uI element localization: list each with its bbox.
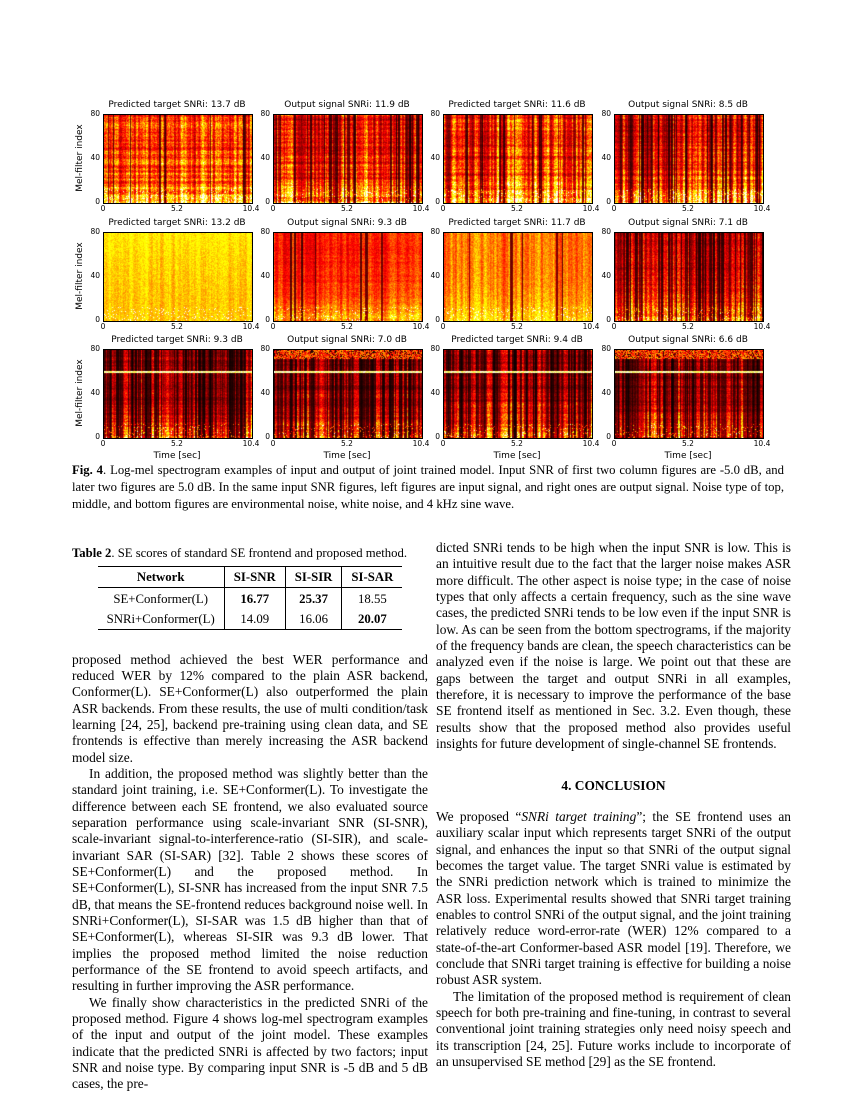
y-tick: 40 bbox=[260, 388, 270, 397]
spectrogram-image bbox=[614, 349, 764, 439]
x-tick: 0 bbox=[611, 439, 617, 448]
cell-si-snr: 14.09 bbox=[224, 609, 285, 629]
spectrogram-panel bbox=[421, 96, 611, 214]
panel-title: Output signal SNRi: 9.3 dB bbox=[287, 218, 407, 228]
y-tick: 80 bbox=[430, 344, 440, 353]
x-tick: 0 bbox=[270, 439, 276, 448]
x-tick: 10.4 bbox=[582, 322, 600, 331]
y-axis-label-text: Mel-filter index bbox=[75, 242, 85, 310]
spectrogram-image bbox=[273, 232, 423, 322]
x-tick: 0 bbox=[100, 204, 106, 213]
x-axis-label: Time [sec] bbox=[153, 451, 201, 461]
y-tick: 40 bbox=[260, 153, 270, 162]
spectrogram-panel bbox=[251, 331, 441, 461]
y-tick: 40 bbox=[90, 388, 100, 397]
cell-si-sir: 16.06 bbox=[285, 609, 342, 629]
x-tick: 5.2 bbox=[341, 204, 353, 213]
x-tick: 10.4 bbox=[242, 204, 260, 213]
y-tick: 0 bbox=[606, 315, 611, 324]
spectrogram-panel bbox=[592, 214, 782, 332]
panel-title: Predicted target SNRi: 11.6 dB bbox=[448, 100, 586, 110]
figure-caption-label: Fig. 4 bbox=[72, 463, 104, 477]
spectrogram-image bbox=[443, 114, 593, 204]
panel-title: Predicted target SNRi: 11.7 dB bbox=[448, 218, 586, 228]
x-tick: 0 bbox=[100, 439, 106, 448]
header-cell-network: Network bbox=[98, 567, 225, 588]
y-tick: 0 bbox=[265, 197, 270, 206]
x-tick: 0 bbox=[270, 204, 276, 213]
y-tick: 80 bbox=[260, 109, 270, 118]
conclusion-text-post: ”; the SE frontend uses an auxiliary scalar input which represents target SNRi of the output signal, and enhances the input so that SNRi of the output signal becomes the target value. The target SNRi value is estimated by the SNRi prediction network which is trained to minimize the ASR loss. Experimental results showed that SNRi target training enables to control SNRi of the output signal, and the joint training relatively reduce word-error-rate (WER) 12% compared to a state-of-the-art Conformer-based ASR model [19]. Therefore, we conclude that SNRi target training is effective for building a noise robust ASR system. bbox=[436, 808, 791, 988]
panel-title: Predicted target SNRi: 9.4 dB bbox=[451, 335, 583, 345]
panel-title: Predicted target SNRi: 13.7 dB bbox=[108, 100, 246, 110]
y-tick: 0 bbox=[95, 315, 100, 324]
x-tick: 10.4 bbox=[753, 204, 771, 213]
y-axis-label-text: Mel-filter index bbox=[75, 359, 85, 427]
y-tick: 40 bbox=[430, 388, 440, 397]
left-column bbox=[72, 545, 428, 1093]
y-tick: 40 bbox=[601, 153, 611, 162]
table-row bbox=[98, 609, 403, 629]
cell-si-sar: 20.07 bbox=[342, 609, 402, 629]
panel-title: Output signal SNRi: 8.5 dB bbox=[628, 100, 748, 110]
y-tick: 0 bbox=[95, 197, 100, 206]
section-heading-conclusion: 4. CONCLUSION bbox=[561, 778, 666, 794]
panel-title: Output signal SNRi: 6.6 dB bbox=[628, 335, 748, 345]
y-tick: 80 bbox=[90, 344, 100, 353]
spectrogram-panel bbox=[421, 331, 611, 461]
x-tick: 5.2 bbox=[511, 439, 523, 448]
panel-title: Predicted target SNRi: 9.3 dB bbox=[111, 335, 243, 345]
spectrogram-panel bbox=[421, 214, 611, 332]
x-tick: 10.4 bbox=[582, 439, 600, 448]
y-tick: 0 bbox=[95, 432, 100, 441]
table-row bbox=[98, 588, 403, 609]
x-tick: 10.4 bbox=[242, 322, 260, 331]
figure-row-white-noise bbox=[72, 214, 832, 332]
y-tick: 40 bbox=[260, 271, 270, 280]
spectrogram-image bbox=[614, 232, 764, 322]
y-tick: 80 bbox=[260, 227, 270, 236]
x-tick: 5.2 bbox=[682, 439, 694, 448]
y-tick: 80 bbox=[90, 109, 100, 118]
y-tick: 0 bbox=[606, 197, 611, 206]
conclusion-method-name: SNRi target training bbox=[521, 808, 637, 824]
panel-title: Output signal SNRi: 11.9 dB bbox=[284, 100, 410, 110]
x-tick: 0 bbox=[100, 322, 106, 331]
x-tick: 0 bbox=[270, 322, 276, 331]
spectrogram-image bbox=[103, 349, 253, 439]
cell-si-sar: 18.55 bbox=[342, 588, 402, 609]
x-tick: 10.4 bbox=[412, 204, 430, 213]
y-tick: 40 bbox=[90, 271, 100, 280]
spectrogram-image bbox=[443, 232, 593, 322]
cell-si-sir: 25.37 bbox=[285, 588, 342, 609]
spectrogram-panel bbox=[251, 96, 441, 214]
x-axis-label: Time [sec] bbox=[664, 451, 712, 461]
y-tick: 80 bbox=[601, 344, 611, 353]
body-paragraph: proposed method achieved the best WER performance and reduced WER by 12% compared to the plain ASR backend, Conformer(L). SE+Conformer(L) also outperformed the plain ASR backends. From these results, the use of multi condition/task learning [24, 25], backend pre-training using clean data, and SE frontends is effective than merely increasing the ASR backend model size. bbox=[72, 651, 428, 765]
x-axis-label: Time [sec] bbox=[323, 451, 371, 461]
right-column bbox=[436, 540, 791, 1070]
header-cell-si-sir: SI-SIR bbox=[285, 567, 342, 588]
y-tick: 40 bbox=[601, 271, 611, 280]
y-tick: 40 bbox=[90, 153, 100, 162]
cell-si-snr: 16.77 bbox=[224, 588, 285, 609]
y-tick: 40 bbox=[601, 388, 611, 397]
spectrogram-panel bbox=[251, 214, 441, 332]
y-tick: 0 bbox=[435, 315, 440, 324]
y-tick: 0 bbox=[435, 432, 440, 441]
y-tick: 0 bbox=[265, 315, 270, 324]
figure-row-sine-wave bbox=[72, 331, 832, 465]
figure-caption-text: . Log-mel spectrogram examples of input and output of joint trained model. Input SNR of first two column figures are -5.0 dB, and later two figures are 5.0 dB. In the same input SNR figures, left figures are input signal, and right ones are output signal. Noise type of top, middle, and bottom figures are environmental noise, white noise, and 4 kHz sine wave. bbox=[72, 463, 784, 512]
spectrogram-panel bbox=[592, 96, 782, 214]
x-tick: 5.2 bbox=[511, 204, 523, 213]
y-tick: 80 bbox=[90, 227, 100, 236]
x-tick: 5.2 bbox=[341, 439, 353, 448]
x-tick: 0 bbox=[440, 439, 446, 448]
x-tick: 5.2 bbox=[511, 322, 523, 331]
body-paragraph: In addition, the proposed method was slightly better than the standard joint training, i.e. SE+Conformer(L). To investigate the difference between each SE frontend, we also evaluated source separation performance using scale-invariant SNR (SI-SNR), scale-invariant signal-to-interference-ratio (SI-SIR), and scale-invariant SAR (SI-SAR) [32]. Table 2 shows these scores of SE+Conformer(L) and the proposed method. In SE+Conformer(L), SI-SNR has increased from the input SNR 7.5 dB, that means the SE-frontend reduces background noise well. In SNRi+Conformer(L), SI-SAR was 1.5 dB higher than that of SE+Conformer(L), whereas SI-SIR was 9.3 dB lower. That implies the proposed method limited the noise reduction performance of the SE frontend to avoid speech artifacts, and resulting in further improving the ASR performance. bbox=[72, 765, 428, 994]
y-tick: 80 bbox=[601, 227, 611, 236]
y-tick: 80 bbox=[601, 109, 611, 118]
panel-title: Output signal SNRi: 7.1 dB bbox=[628, 218, 748, 228]
x-tick: 0 bbox=[611, 322, 617, 331]
x-tick: 5.2 bbox=[682, 322, 694, 331]
x-tick: 5.2 bbox=[171, 322, 183, 331]
table-caption-label: Table 2 bbox=[72, 546, 112, 560]
spectrogram-panel bbox=[81, 331, 271, 461]
x-tick: 10.4 bbox=[242, 439, 260, 448]
spectrogram-image bbox=[273, 114, 423, 204]
y-tick: 40 bbox=[430, 153, 440, 162]
x-tick: 5.2 bbox=[682, 204, 694, 213]
spectrogram-image bbox=[614, 114, 764, 204]
y-tick: 80 bbox=[260, 344, 270, 353]
cell-network: SNRi+Conformer(L) bbox=[106, 611, 215, 626]
spectrogram-image bbox=[103, 114, 253, 204]
y-tick: 40 bbox=[430, 271, 440, 280]
y-tick: 0 bbox=[265, 432, 270, 441]
spectrogram-image bbox=[103, 232, 253, 322]
spectrogram-panel bbox=[592, 331, 782, 461]
spectrogram-panel bbox=[81, 96, 271, 214]
figure-row-environmental-noise bbox=[72, 96, 832, 214]
body-paragraph: We finally show characteristics in the predicted SNRi of the proposed method. Figure 4 shows log-mel spectrogram examples of the input and output of the joint model. These examples indicate that the predicted SNRi is affected by two factors; input SNR and noise type. By comparing input SNR is -5 dB and 5 dB cases, the pre- bbox=[72, 994, 428, 1092]
x-tick: 5.2 bbox=[341, 322, 353, 331]
y-tick: 80 bbox=[430, 109, 440, 118]
header-cell-si-sar: SI-SAR bbox=[342, 567, 402, 588]
header-cell-si-snr: SI-SNR bbox=[224, 567, 285, 588]
figure-caption bbox=[72, 462, 784, 514]
y-axis-label-text: Mel-filter index bbox=[75, 124, 85, 192]
table-header bbox=[98, 567, 403, 588]
panel-title: Predicted target SNRi: 13.2 dB bbox=[108, 218, 246, 228]
table-caption bbox=[72, 545, 428, 561]
x-tick: 5.2 bbox=[171, 204, 183, 213]
x-tick: 0 bbox=[611, 204, 617, 213]
cell-network: SE+Conformer(L) bbox=[113, 592, 208, 607]
spectrogram-image bbox=[443, 349, 593, 439]
body-paragraph: dicted SNRi tends to be high when the input SNR is low. This is an intuitive result due to the fact that the larger noise makes ASR more difficult. The other aspect is noise type; in the case of noise types that only affects a certain frequency, such as the sine wave cases, the predicted SNRi tends to be low even if the input SNR is low. As can be seen from the bottom spectrograms, if the majority of the frequency bands are clean, the speech characteristics can be analyzed even if the noise is large. We point out that these are gaps between the target and output SNRi in all examples, therefore, it is necessary to improve the performance of the base SE frontend itself as mentioned in Sec. 3.2. Even though, these results show that the proposed method also provides useful insights for future development of single-channel SE frontends. bbox=[436, 540, 791, 752]
x-tick: 0 bbox=[440, 204, 446, 213]
body-paragraph: The limitation of the proposed method is requirement of clean speech for both pre-training and fine-tuning, in contrast to several conventional joint training strategies only need noisy speech and its transcription [24, 25]. Future works include to incorporate of an unsupervised SE method [29] as the SE frontend. bbox=[436, 988, 791, 1069]
y-tick: 0 bbox=[435, 197, 440, 206]
x-tick: 10.4 bbox=[412, 322, 430, 331]
x-tick: 0 bbox=[440, 322, 446, 331]
y-tick: 80 bbox=[430, 227, 440, 236]
spectrogram-image bbox=[273, 349, 423, 439]
y-tick: 0 bbox=[606, 432, 611, 441]
x-tick: 10.4 bbox=[412, 439, 430, 448]
panel-title: Output signal SNRi: 7.0 dB bbox=[287, 335, 407, 345]
table-caption-text: . SE scores of standard SE frontend and proposed method. bbox=[111, 546, 408, 560]
x-tick: 10.4 bbox=[753, 322, 771, 331]
conclusion-text-pre: We proposed “ bbox=[436, 808, 522, 824]
se-scores-table bbox=[98, 566, 403, 630]
x-axis-label: Time [sec] bbox=[493, 451, 541, 461]
x-tick: 5.2 bbox=[171, 439, 183, 448]
x-tick: 10.4 bbox=[753, 439, 771, 448]
body-paragraph bbox=[436, 809, 791, 989]
x-tick: 10.4 bbox=[582, 204, 600, 213]
spectrogram-panel bbox=[81, 214, 271, 332]
